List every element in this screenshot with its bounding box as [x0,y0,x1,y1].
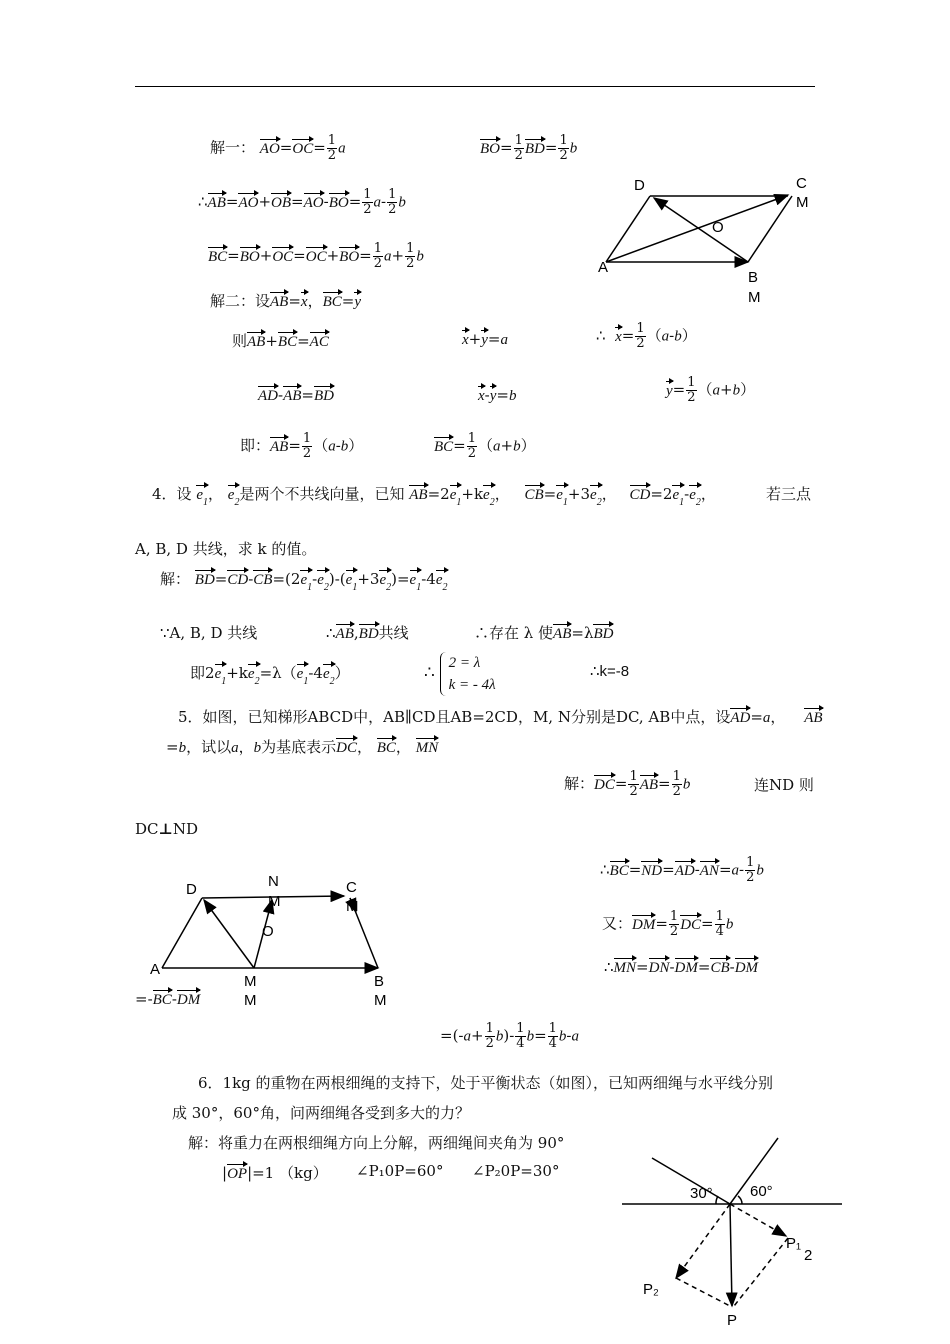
fig3-label-p: P [727,1312,738,1329]
q5-dc-nd: DC⊥ND [135,820,199,838]
fig1-diag-bd [654,198,748,262]
q5-bc: ∴BC=ND=AD-AN=a- $\frac{1}{2}$ b [600,855,764,885]
q4-collinear: ∴AB,BD共线 [326,624,409,642]
q4-exists: ∴存在 λ 使AB=λBD [474,624,614,642]
fig1-label-m2: M [748,289,761,306]
fig3-label-60: 60° [750,1183,773,1200]
fig1-label-d: D [634,177,645,194]
q6-line2: 成 30°，60°角，问两细绳各受到多大的力？ [172,1104,470,1122]
q5-mn2: =-BC-DM [135,990,201,1008]
fig3-arc30 [716,1196,718,1204]
sol1-line1b: BO= $\frac{1}{2}$ BD= $\frac{1}{2}$ b [480,133,578,163]
q5-sol1: 解：DC= $\frac{1}{2}$ AB= $\frac{1}{2}$ b [564,769,691,799]
fig1-edge-ad [606,196,650,262]
fig3-label-p2: P₂ [643,1281,659,1298]
sol1-line2: ∴AB=AO+OB=AO-BO= $\frac{1}{2}$ a- $\frac{1}{2}$ b [198,187,406,217]
q5-mn3: =(-a+ $\frac{1}{2}$ b)- $\frac{1}{4}$ b= $\frac{1}{4}$ b-a [440,1021,579,1051]
sol2-line3: AD-AB=BD [258,386,334,404]
fig1-label-c: C [796,175,807,192]
sol2-line2b: x+y=a [462,330,508,348]
sol2-line2c: ∴ x= $\frac{1}{2}$ （a-b） [596,321,697,351]
q6-angle1: ∠P₁0P=60° [356,1162,444,1180]
q5-mn: ∴MN=DN-DM=CB-DM [604,958,759,976]
q4-sol-line1: 解： $BD=CD-CB=(2e_1-e_2)-(e_1+3e_2)=e_1-4e_2$ [160,570,448,593]
fig3-arc60 [738,1196,742,1204]
fig3-p1p [734,1238,788,1306]
sol1-line3: BC=BO+OC=OC+BO= $\frac{1}{2}$ a+ $\frac{1}{2}$ b [208,241,424,271]
q5-dm: 又：DM= $\frac{1}{2}$ DC= $\frac{1}{4}$ b [602,909,734,939]
sol2-line4: 即：AB= $\frac{1}{2}$ （a-b） [240,431,364,461]
fig1-diag-ac [606,195,788,262]
sol2-line3b: x-y=b [478,386,517,404]
fig2-label-m-bot2: M [244,992,257,1009]
fig1-label-o: O [712,219,724,236]
fig1-label-m1: M [796,194,809,211]
q4-because: ∵A, B, D 共线 [160,624,258,642]
fig2-label-m-top: M [268,893,281,910]
fig3-label-p1: P₁ [786,1235,802,1252]
q4-system: ∴ 2 = λ k = - 4λ [424,652,496,696]
fig3-label-30: 30° [690,1185,713,1202]
fig3-op1 [730,1204,786,1236]
q4-result: ∴k=-8 [590,663,630,680]
q5-line1: 5．如图，已知梯形ABCD中，AB∥CD且AB=2CD，M, N分别是DC, AB中点，设AD=a， AB [178,708,823,726]
fig2-label-n: N [268,873,279,890]
q4-line1-end: 若三点 [766,485,812,503]
fig2-label-m-c: M [346,898,359,915]
fig1-edge-bc [748,196,792,262]
fig3-label-sub2: 2 [804,1247,813,1264]
fig1-label-b: B [748,269,759,286]
fig2-label-m-bot: M [244,973,257,990]
q4-line2: A, B, D 共线，求 k 的值。 [135,540,317,558]
fig2-edge-ad [162,898,202,968]
fig3-op2 [676,1204,730,1278]
fig2-label-o: O [262,923,274,940]
fig3-p2p [676,1278,730,1306]
fig2-label-a: A [150,961,161,978]
parallelogram-figure [606,195,792,262]
fig2-label-d: D [186,881,197,898]
q6-line1: 6．1kg 的重物在两根细绳的支持下，处于平衡状态（如图），已知两细绳与水平线分别 [198,1074,774,1092]
q5-line2: =b，试以a，b为基底表示DC， BC， MN [166,738,439,756]
q5-connect: 连ND 则 [754,776,814,794]
sol2-line4b: BC= $\frac{1}{2}$ （a+b） [434,431,536,461]
sol1-line1: 解一： AO=OC= $\frac{1}{2}$ a [210,133,346,163]
q6-angle2: ∠P₂0P=30° [472,1162,560,1180]
q4-line1: 4．设 $e_1$， $e_2$是两个不共线向量，已知 $AB=2e_1+ke_2$， $CB=e_1+3e_2$， $CD=2e_1-e_2$， [152,485,716,508]
sol2-line2: 则AB+BC=AC [232,332,329,350]
fig2-line-md [204,900,254,968]
fig1-label-a: A [598,259,609,276]
fig2-label-c: C [346,879,357,896]
q4-ie: 即$2e_1+ke_2=\lambda(e_1-4e_2)$ [190,664,350,687]
q6-op: |OP|=1 （kg） [222,1164,328,1182]
fig3-op [730,1204,732,1306]
sol2-line3c: y= $\frac{1}{2}$ （a+b） [666,375,756,405]
sol2-line1: 解二：设AB=x，BC=y [210,292,362,310]
fig2-label-b: B [374,973,385,990]
fig2-label-m-b: M [374,992,387,1009]
q6-sol: 解：将重力在两根细绳方向上分解，两细绳间夹角为 90° [188,1134,565,1152]
